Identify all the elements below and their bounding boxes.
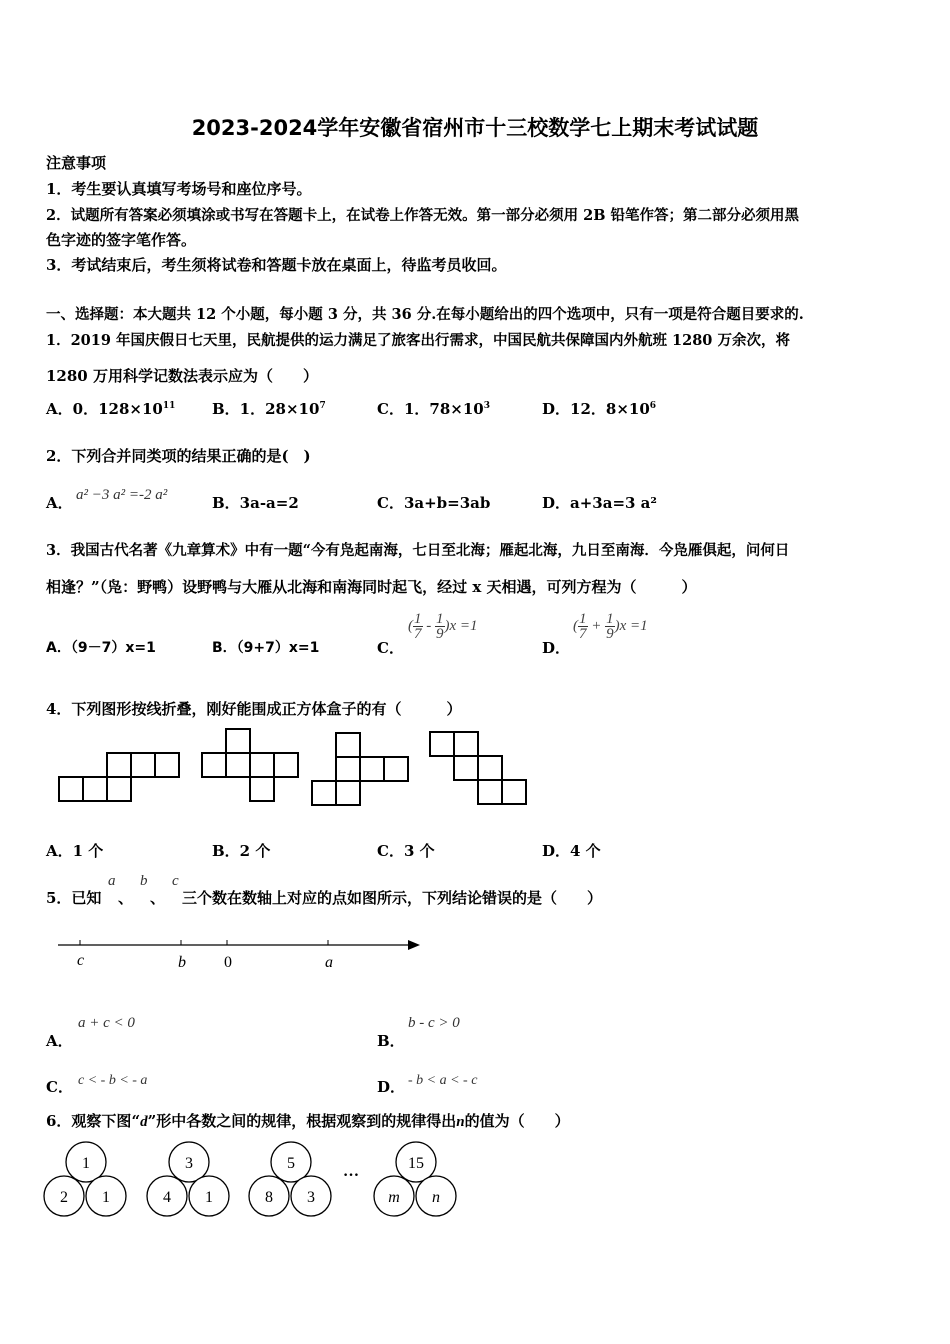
cube-net-4: [430, 732, 526, 804]
q5-sep-1: 、: [118, 889, 134, 907]
cube-net-3: [312, 733, 408, 805]
q5-stem-pre: 5．已知: [46, 889, 102, 907]
q5-var-a: a: [108, 873, 116, 889]
number-line-arrow: [408, 940, 420, 950]
q2-option-c: C．3a+b=3ab: [377, 494, 491, 512]
q5-option-c-label: C．: [46, 1078, 73, 1096]
circle-group-4-top: 15: [408, 1155, 424, 1172]
cube-net-1: [59, 753, 179, 801]
circle-group-1-top: 1: [82, 1155, 90, 1172]
q1-stem: 1．2019 年国庆假日七天里，民航提供的运力满足了旅客出行需求，中国民航共保障国内外航班 1280 万余次，将: [46, 332, 790, 349]
circle-group-3-right: 3: [307, 1189, 315, 1206]
circle-group-3-left: 8: [265, 1189, 273, 1206]
circle-group-4-left: m: [388, 1189, 400, 1206]
q5-option-d-expr: - b < a < - c: [408, 1073, 478, 1088]
q3-option-d-expr: ( $\frac{1}{7}$ + $\frac{1}{9}$ )x =1: [573, 611, 648, 642]
q3-option-c-expr: ( $\frac{1}{7}$ - $\frac{1}{9}$ )x =1: [408, 611, 478, 642]
q5-number-line: [50, 930, 430, 980]
q3-option-a: A．（9－7）x=1: [46, 640, 156, 656]
q3-stem: 3．我国古代名著《九章算术》中有一题“今有凫起南海，七日至北海；雁起北海，九日至南海．今凫雁俱起，问何日: [46, 542, 790, 559]
cube-net-2: [202, 729, 298, 801]
notice-item-3: 3．考试结束后，考生须将试卷和答题卡放在桌面上，待监考员收回。: [46, 256, 507, 274]
q4-option-a: A．1 个: [46, 842, 104, 860]
section-heading: 一、选择题：本大题共 12 个小题，每小题 3 分，共 36 分.在每小题给出的四个选项中，只有一项是符合题目要求的.: [46, 306, 804, 323]
notice-heading: 注意事项: [46, 154, 107, 172]
q5-sep-2: 、: [150, 889, 166, 907]
circle-group-3: [249, 1142, 331, 1216]
q6-circle-figure: [40, 1140, 470, 1225]
circle-group-2-right: 1: [205, 1189, 213, 1206]
circle-group-1-right: 1: [102, 1189, 110, 1206]
q5-option-d-label: D．: [377, 1078, 406, 1096]
axis-label-0: 0: [224, 954, 232, 971]
q2-stem: 2．下列合并同类项的结果正确的是( ): [46, 447, 311, 465]
q2-option-b: B．3a-a=2: [212, 494, 299, 512]
q3-option-c-label: C．: [377, 639, 404, 657]
q5-option-b-label: B．: [377, 1032, 405, 1050]
q2-option-a-expr: a² −3 a² =-2 a²: [76, 487, 168, 503]
q1-option-b: B．1．$28\times 10^7$: [212, 400, 326, 418]
notice-item-2: 2．试题所有答案必须填涂或书写在答题卡上，在试卷上作答无效。第一部分必须用 2B 铅笔作答；第二部分必须用黑: [46, 207, 800, 224]
q5-option-a-label: A．: [46, 1032, 73, 1050]
q5-var-b: b: [140, 873, 148, 889]
axis-label-a: a: [325, 954, 333, 971]
q6-stem: 6．观察下图“d”形中各数之间的规律，根据观察到的规律得出n的值为（ ）: [46, 1112, 570, 1130]
q3-stem-cont: 相逢？”（凫：野鸭）设野鸭与大雁从北海和南海同时起飞，经过 x 天相遇，可列方程为（ ）: [46, 578, 697, 596]
circle-group-4-right: n: [432, 1189, 440, 1206]
q4-option-c: C．3 个: [377, 842, 435, 860]
q5-stem-post: 三个数在数轴上对应的点如图所示，下列结论错误的是（ ）: [182, 889, 603, 907]
axis-label-b: b: [178, 954, 186, 971]
page-title: 2023-2024学年安徽省宿州市十三校数学七上期末考试试题: [191, 116, 759, 140]
q5-option-b-expr: b - c > 0: [408, 1015, 460, 1031]
q5-var-c: c: [172, 873, 179, 889]
q4-cube-nets-figure: [50, 722, 540, 812]
q1-option-d: D．12．$8\times 10^6$: [542, 400, 657, 418]
notice-item-2-cont: 色字迹的签字笔作答。: [46, 231, 197, 249]
q3-option-b: B．（9+7）x=1: [212, 640, 320, 656]
q1-option-a: A．0．$128\times 10^{11}$: [46, 400, 176, 418]
q5-option-c-expr: c < - b < - a: [78, 1073, 148, 1088]
ellipsis: …: [343, 1163, 359, 1180]
q1-option-c: C．1．$78\times 10^3$: [377, 400, 490, 418]
q4-stem: 4．下列图形按线折叠，刚好能围成正方体盒子的有（ ）: [46, 700, 462, 718]
circle-group-4: [374, 1142, 456, 1216]
circle-group-3-top: 5: [287, 1155, 295, 1172]
axis-label-c: c: [77, 952, 85, 969]
q5-option-a-expr: a + c < 0: [78, 1015, 135, 1031]
circle-group-2-left: 4: [163, 1189, 171, 1206]
q2-option-a-label: A．: [46, 494, 73, 512]
circle-group-1-left: 2: [60, 1189, 68, 1206]
q2-option-d: D．a+3a=3 a²: [542, 494, 657, 512]
circle-group-1: [44, 1142, 126, 1216]
q4-option-d: D．4 个: [542, 842, 601, 860]
notice-item-1: 1．考生要认真填写考场号和座位序号。: [46, 180, 312, 198]
q4-option-b: B．2 个: [212, 842, 271, 860]
circle-group-2-top: 3: [185, 1155, 193, 1172]
q3-option-d-label: D．: [542, 639, 571, 657]
q1-stem-cont: 1280 万用科学记数法表示应为（ ）: [46, 367, 318, 385]
circle-group-2: [147, 1142, 229, 1216]
